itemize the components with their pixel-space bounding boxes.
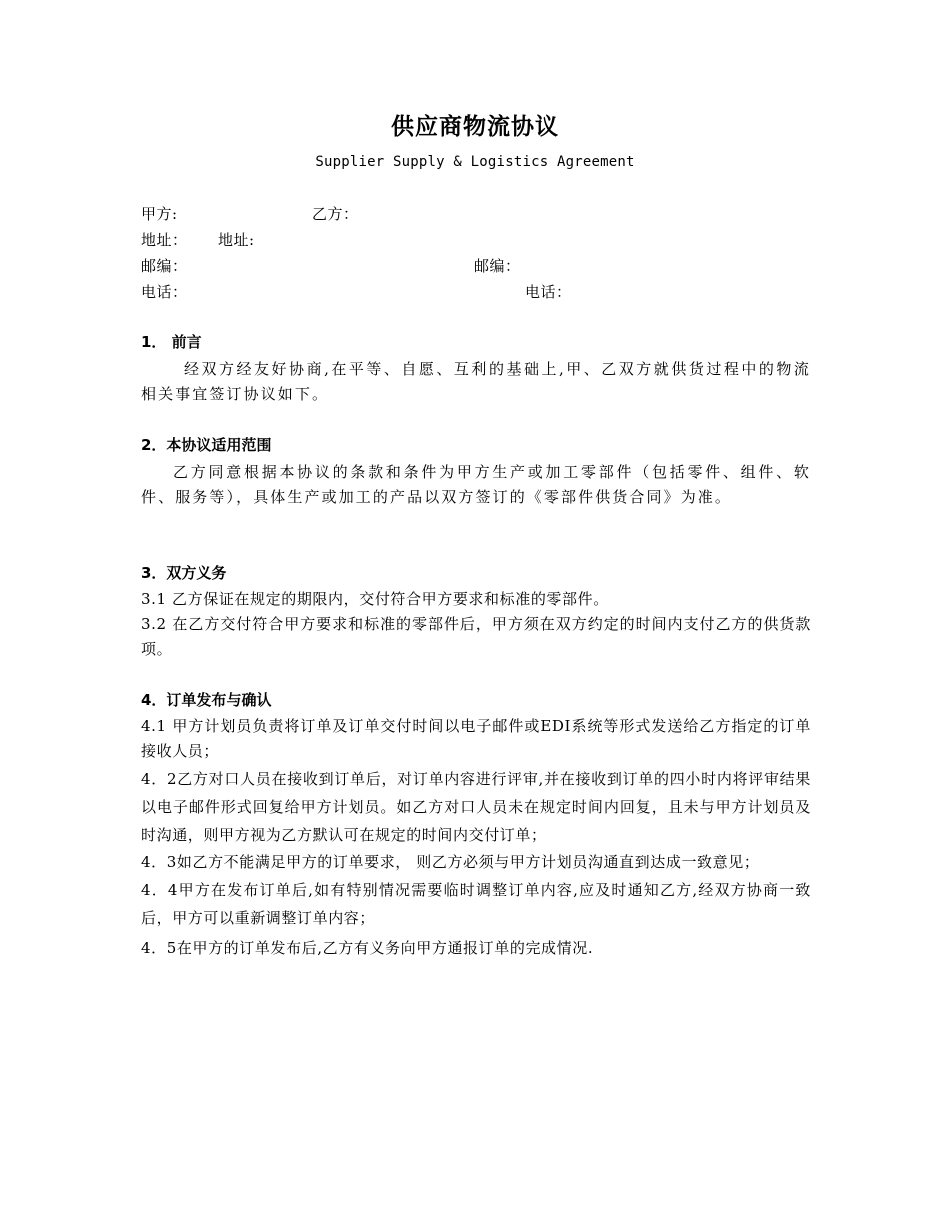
section-3-item-2: 3.2 在乙方交付符合甲方要求和标准的零部件后，甲方须在双方约定的时间内支付乙方的供货款项。 (141, 615, 811, 658)
section-4-item-5: 4．5在甲方的订单发布后,乙方有义务向甲方通报订单的完成情况. (141, 939, 594, 957)
party-b-label: 乙方： (312, 205, 359, 223)
document-title: 供应商物流协议 (391, 114, 559, 140)
section-1-heading: 1． 前言 (141, 333, 202, 351)
party-a-label: 甲方: (141, 205, 178, 223)
section-4-heading: 4．订单发布与确认 (141, 691, 272, 709)
section-2-body: 乙方同意根据本协议的条款和条件为甲方生产或加工零部件（包括零件、组件、软件、服务等），具体生产或加工的产品以双方签订的《零部件供货合同》为准。 (141, 463, 811, 506)
address-b-label: 地址: (218, 231, 255, 249)
section-3-heading: 3．双方义务 (141, 564, 227, 582)
section-3-item-1: 3.1 乙方保证在规定的期限内，交付符合甲方要求和标准的零部件。 (141, 590, 609, 608)
zip-b-label: 邮编： (474, 257, 521, 275)
phone-a-label: 电话： (141, 283, 188, 301)
section-4-item-3: 4．3如乙方不能满足甲方的订单要求， 则乙方必须与甲方计划员沟通直到达成一致意见； (141, 853, 760, 871)
address-a-label: 地址： (141, 231, 188, 249)
section-4-item-1: 4.1 甲方计划员负责将订单及订单交付时间以电子邮件或EDI系统等形式发送给乙方指定的订单接收人员； (141, 717, 811, 760)
document-subtitle: Supplier Supply & Logistics Agreement (315, 154, 635, 170)
section-4-item-4: 4．4甲方在发布订单后,如有特别情况需要临时调整订单内容,应及时通知乙方,经双方协商一致后，甲方可以重新调整订单内容； (141, 881, 811, 927)
section-1-body: 经双方经友好协商,在平等、自愿、互利的基础上,甲、乙双方就供货过程中的物流相关事宜签订协议如下。 (141, 360, 811, 403)
zip-a-label: 邮编： (141, 257, 188, 275)
section-4-item-2: 4．2乙方对口人员在接收到订单后，对订单内容进行评审,并在接收到订单的四小时内将评审结果以电子邮件形式回复给甲方计划员。如乙方对口人员未在规定时间内回复，且未与甲方计划员及时沟通，则甲方视为乙方默认可在规定的时间内交付订单； (141, 770, 811, 844)
section-2-heading: 2．本协议适用范围 (141, 436, 272, 454)
phone-b-label: 电话： (525, 283, 572, 301)
